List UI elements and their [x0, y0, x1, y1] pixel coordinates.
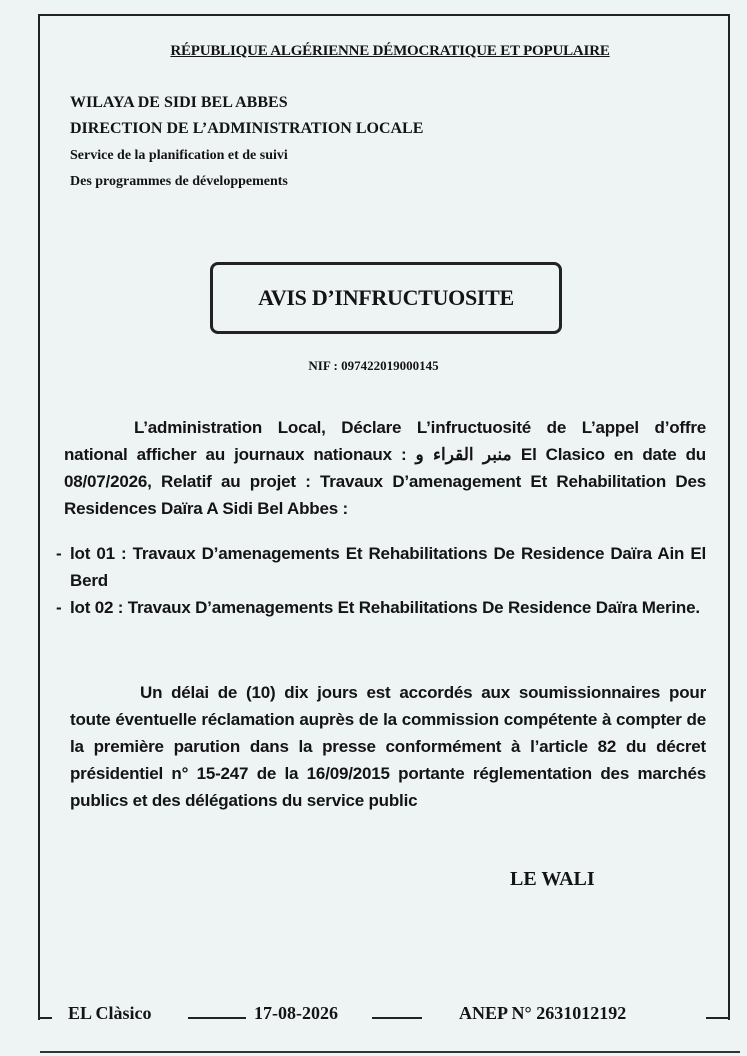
- bullet-dash: -: [56, 598, 62, 617]
- direction-line: DIRECTION DE L’ADMINISTRATION LOCALE: [70, 120, 424, 137]
- lot-item-1: [56, 540, 706, 594]
- footer-rule-mid-1: [188, 1017, 246, 1019]
- footer-newspaper: EL Clàsico: [64, 1003, 156, 1024]
- footer-rule-left: [38, 1017, 52, 1019]
- footer-rule-right: [706, 1017, 728, 1019]
- bullet-dash: -: [56, 544, 62, 563]
- lot-1-text: lot 01 : Travaux D’amenagements Et Rehabilitations De Residence Daïra Ain El Berd: [70, 544, 706, 590]
- signature: LE WALI: [510, 868, 595, 890]
- lot-item-2: [56, 594, 706, 621]
- intro-paragraph: L’administration Local, Déclare L’infructuosité de L’appel d’offre national afficher au journaux nationaux : منبر القراء و El Clasico en date du 08/07/2026, Relatif au projet : Travaux D’amenagement Et Rehabilitation Des Residences Daïra A Sidi Bel Abbes :: [64, 418, 706, 518]
- programmes-line: Des programmes de développements: [70, 174, 288, 189]
- delay-paragraph: Un délai de (10) dix jours est accordés aux soumissionnaires pour toute éventuelle réclamation auprès de la commission compétente à compter de la première parution dans la presse conformément à l’article 82 du décret présidentiel n° 15-247 de la 16/09/2015 portante réglementation des marchés publics et des délégations du service public: [70, 683, 706, 810]
- footer-date: 17-08-2026: [250, 1003, 342, 1024]
- nif-number: NIF : 097422019000145: [308, 358, 439, 373]
- service-line: Service de la planification et de suivi: [70, 148, 288, 163]
- notice-title-box: [210, 262, 562, 334]
- lot-2-text: lot 02 : Travaux D’amenagements Et Rehabilitations De Residence Daïra Merine.: [70, 598, 700, 617]
- footer-rule-mid-2: [372, 1017, 422, 1019]
- wilaya-line: WILAYA DE SIDI BEL ABBES: [70, 94, 288, 111]
- notice-title: AVIS D’INFRUCTUOSITE: [258, 285, 514, 310]
- bottom-rule: [40, 1051, 740, 1053]
- footer-anep: ANEP N° 2631012192: [455, 1003, 630, 1024]
- republic-heading: RÉPUBLIQUE ALGÉRIENNE DÉMOCRATIQUE ET POPULAIRE: [170, 43, 610, 59]
